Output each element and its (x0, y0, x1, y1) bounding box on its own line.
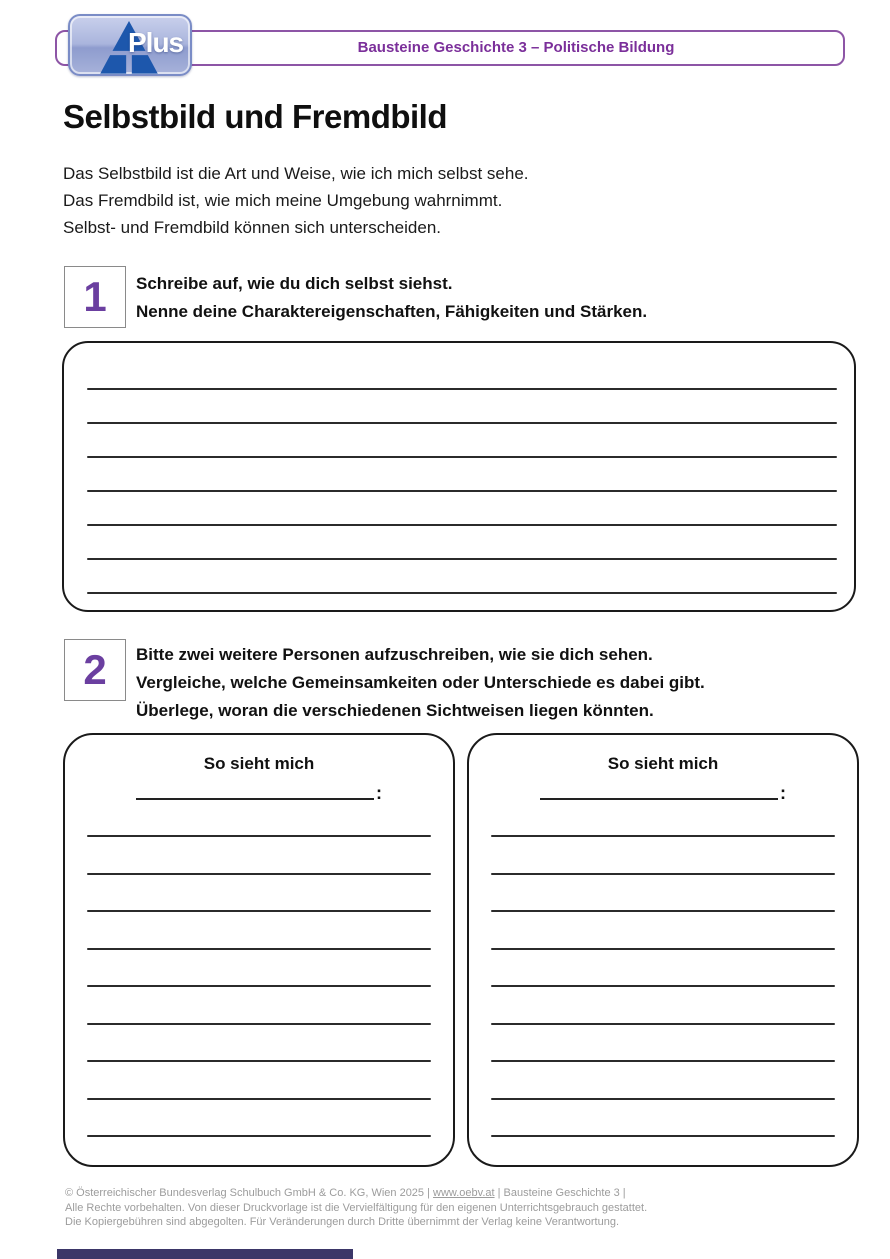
intro-line: Das Fremdbild ist, wie mich meine Umgebung wahrnimmt. (63, 191, 503, 210)
writing-line (87, 910, 431, 912)
person-box-heading: So sieht mich (607, 754, 719, 773)
writing-line (87, 1060, 431, 1062)
writing-line (87, 490, 837, 492)
writing-line (491, 1023, 835, 1025)
writing-line (491, 1060, 835, 1062)
writing-line (491, 873, 835, 875)
answer-box-task1 (62, 341, 856, 612)
intro-line: Selbst- und Fremdbild können sich unterscheiden. (63, 218, 441, 237)
person-box-left (63, 733, 455, 1167)
footer-line-2: Alle Rechte vorbehalten. Von dieser Druckvorlage ist die Vervielfältigung für den eigenen Unterrichtsgebrauch gestattet. (65, 1201, 648, 1214)
footer-line-1 (65, 1186, 850, 1201)
writing-line (491, 910, 835, 912)
instruction-line: Schreibe auf, wie du dich selbst siehst. (136, 274, 453, 293)
logo-plus-label: Plus (128, 27, 184, 58)
writing-line (87, 388, 837, 390)
writing-line (87, 1023, 431, 1025)
writing-line (491, 985, 835, 987)
writing-line (491, 835, 835, 837)
writing-line (87, 985, 431, 987)
footer-copyright-text: © Österreichischer Bundesverlag Schulbuch GmbH & Co. KG, Wien 2025 | (65, 1187, 434, 1199)
writing-line (87, 524, 837, 526)
page-title: Selbstbild und Fremdbild (63, 98, 447, 135)
name-line-row (65, 779, 453, 803)
footer-line-3: Die Kopiergebühren sind abgegolten. Für Veränderungen durch Dritte übernimmt der Verlag keine Verantwortung. (65, 1216, 620, 1228)
intro-text (63, 160, 529, 241)
name-colon: : (376, 783, 382, 803)
instruction-line: Bitte zwei weitere Personen aufzuschreiben, wie sie dich sehen. (136, 645, 653, 664)
name-line-row (469, 779, 857, 803)
task-number: 1 (83, 273, 107, 320)
writing-line (87, 835, 431, 837)
name-blank-line (540, 779, 778, 800)
footer-accent-bar (57, 1249, 353, 1259)
writing-line (491, 948, 835, 950)
person-box-heading: So sieht mich (203, 754, 315, 773)
instruction-line: Nenne deine Charaktereigenschaften, Fähigkeiten und Stärken. (136, 302, 648, 321)
task-2-number-box (64, 639, 126, 701)
person-box-right (467, 733, 859, 1167)
writing-line (87, 456, 837, 458)
oebv-plus-logo (68, 14, 192, 76)
writing-line (491, 1098, 835, 1100)
banner-title: Bausteine Geschichte 3 – Politische Bildung (357, 39, 675, 56)
writing-line (87, 558, 837, 560)
writing-line (87, 592, 837, 594)
instruction-line: Vergleiche, welche Gemeinsamkeiten oder Unterschiede es dabei gibt. (136, 673, 705, 692)
writing-line (87, 948, 431, 950)
writing-line (87, 1135, 431, 1137)
task-1-instructions (136, 270, 647, 326)
writing-line (491, 1135, 835, 1137)
writing-line (87, 422, 837, 424)
name-blank-line (136, 779, 374, 800)
oebv-link[interactable]: www.oebv.at (433, 1187, 495, 1199)
task-2-instructions (136, 641, 705, 725)
footer-copyright (65, 1186, 850, 1230)
task-1-number-box (64, 266, 126, 328)
name-colon: : (780, 783, 786, 803)
intro-line: Das Selbstbild ist die Art und Weise, wie ich mich selbst sehe. (63, 164, 529, 183)
task-number: 2 (83, 646, 107, 693)
footer-series-text: | Bausteine Geschichte 3 | (494, 1187, 626, 1199)
writing-line (87, 873, 431, 875)
writing-line (87, 1098, 431, 1100)
instruction-line: Überlege, woran die verschiedenen Sichtweisen liegen könnten. (136, 701, 654, 720)
